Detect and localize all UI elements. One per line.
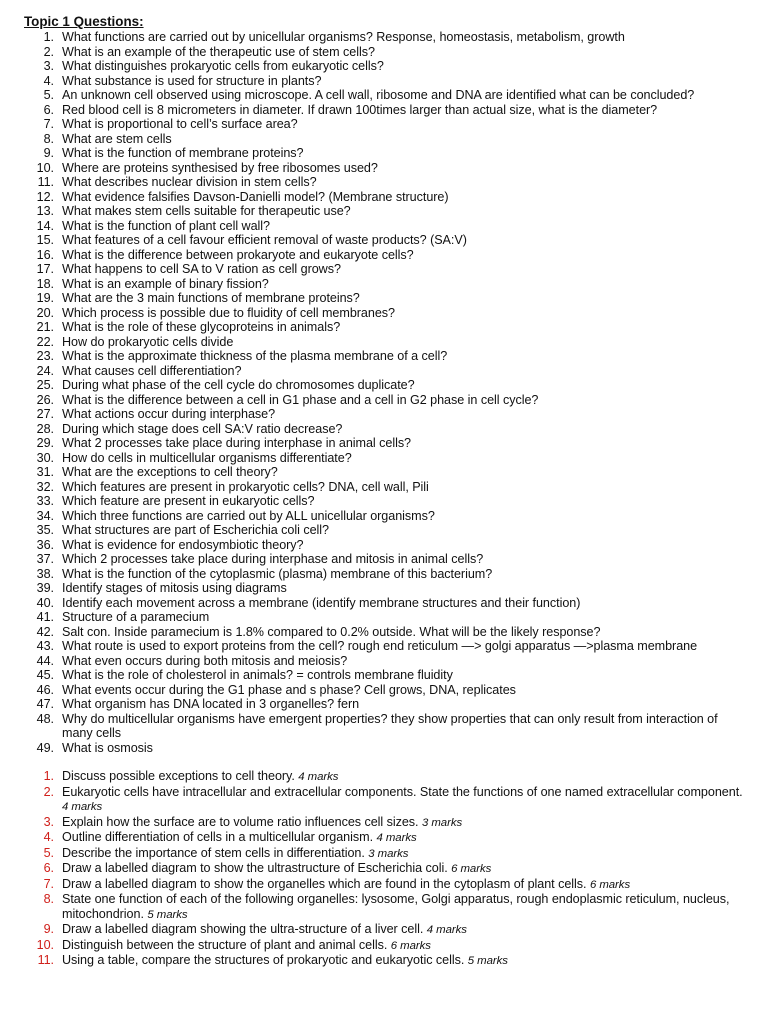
question-text: What is the difference between prokaryote and eukaryote cells? xyxy=(62,247,414,262)
exam-question-marks: 4 marks xyxy=(62,801,103,813)
question-text: What even occurs during both mitosis and meiosis? xyxy=(62,653,348,668)
question-item xyxy=(24,59,748,74)
exam-question-marks: 3 marks xyxy=(421,816,463,829)
question-text: Red blood cell is 8 micrometers in diameter. If drawn 100times larger than actual size, what is the diameter? xyxy=(62,102,658,117)
exam-question-item xyxy=(24,953,748,969)
question-text: What are the exceptions to cell theory? xyxy=(62,465,278,479)
question-text: Which feature are present in eukaryotic cells? xyxy=(62,494,315,508)
exam-question-body xyxy=(62,846,748,862)
question-text: Where are proteins synthesised by free ribosomes used? xyxy=(62,160,378,175)
question-item xyxy=(24,117,748,132)
question-text: Which 2 processes take place during interphase and mitosis in animal cells? xyxy=(62,552,484,566)
exam-question-number: 9. xyxy=(43,922,54,936)
question-text: What is the approximate thickness of the plasma membrane of a cell? xyxy=(62,349,448,363)
question-item xyxy=(24,378,748,393)
question-number: 14. xyxy=(36,218,54,233)
exam-question-text: Outline differentiation of cells in a multicellular organism. xyxy=(62,830,377,844)
question-item xyxy=(24,204,748,219)
question-text: What is the role of cholesterol in animals? = controls membrane fluidity xyxy=(62,668,453,682)
question-number: 19. xyxy=(36,291,54,305)
question-text: Salt con. Inside paramecium is 1.8% compared to 0.2% outside. What will be the likely response? xyxy=(62,624,601,639)
exam-question-text: Explain how the surface are to volume ratio influences cell sizes. xyxy=(62,814,422,829)
questions-list xyxy=(24,30,748,755)
exam-question-marks: 6 marks xyxy=(390,939,431,952)
question-number: 29. xyxy=(36,436,54,450)
question-number: 47. xyxy=(36,697,54,711)
question-item xyxy=(24,335,748,350)
question-text: Structure of a paramecium xyxy=(62,610,210,624)
exam-question-body xyxy=(62,938,748,954)
question-number: 39. xyxy=(36,581,54,595)
question-number: 6. xyxy=(43,102,54,117)
question-item xyxy=(24,291,748,306)
exam-question-body xyxy=(62,892,748,922)
question-number: 21. xyxy=(36,320,54,334)
question-number: 33. xyxy=(36,494,54,508)
question-number: 36. xyxy=(36,537,54,552)
question-text: What actions occur during interphase? xyxy=(62,407,276,421)
question-item xyxy=(24,146,748,161)
question-text: What makes stem cells suitable for therapeutic use? xyxy=(62,204,351,218)
question-item xyxy=(24,349,748,364)
question-text: How do cells in multicellular organisms differentiate? xyxy=(62,450,352,465)
question-item xyxy=(24,436,748,451)
question-text: What events occur during the G1 phase and s phase? Cell grows, DNA, replicates xyxy=(62,682,516,697)
question-item xyxy=(24,712,748,741)
question-item xyxy=(24,393,748,408)
question-text: What features of a cell favour efficient removal of waste products? (SA:V) xyxy=(62,233,467,247)
question-number: 43. xyxy=(36,639,54,653)
question-number: 3. xyxy=(43,59,54,73)
question-item xyxy=(24,552,748,567)
question-number: 28. xyxy=(36,421,54,436)
question-item xyxy=(24,610,748,625)
exam-question-item xyxy=(24,861,748,877)
exam-question-item xyxy=(24,785,748,815)
exam-question-marks: 4 marks xyxy=(298,771,339,783)
question-number: 16. xyxy=(36,247,54,262)
question-item xyxy=(24,103,748,118)
question-item xyxy=(24,509,748,524)
exam-question-item xyxy=(24,846,748,862)
question-text: What is the difference between a cell in G1 phase and a cell in G2 phase in cell cycle? xyxy=(62,392,539,407)
exam-question-text: Draw a labelled diagram showing the ultra-structure of a liver cell. xyxy=(62,922,427,936)
question-item xyxy=(24,596,748,611)
exam-question-body xyxy=(62,877,748,893)
question-number: 10. xyxy=(36,160,54,175)
question-item xyxy=(24,422,748,437)
question-item xyxy=(24,480,748,495)
exam-question-item xyxy=(24,922,748,938)
question-number: 27. xyxy=(36,407,54,421)
question-text: What is osmosis xyxy=(62,740,153,755)
question-item xyxy=(24,320,748,335)
question-item xyxy=(24,248,748,263)
question-item xyxy=(24,161,748,176)
exam-question-body xyxy=(62,815,748,831)
exam-question-text: Describe the importance of stem cells in differentiation. xyxy=(62,845,369,860)
question-item xyxy=(24,523,748,538)
question-item xyxy=(24,581,748,596)
question-item xyxy=(24,277,748,292)
question-number: 35. xyxy=(36,523,54,537)
exam-question-number: 3. xyxy=(43,814,54,829)
question-number: 40. xyxy=(36,595,54,610)
question-number: 30. xyxy=(36,450,54,465)
exam-question-item xyxy=(24,877,748,893)
question-number: 46. xyxy=(36,682,54,697)
question-number: 49. xyxy=(36,740,54,755)
question-number: 24. xyxy=(36,363,54,378)
question-item xyxy=(24,132,748,147)
question-text: What substance is used for structure in plants? xyxy=(62,73,322,88)
question-number: 38. xyxy=(36,566,54,581)
question-item xyxy=(24,697,748,712)
exam-question-number: 5. xyxy=(43,845,54,860)
question-text: What describes nuclear division in stem cells? xyxy=(62,175,317,189)
question-text: What route is used to export proteins from the cell? rough end reticulum —> golgi apparatus —>plasma membrane xyxy=(62,639,698,653)
question-item xyxy=(24,654,748,669)
exam-question-marks: 6 marks xyxy=(451,863,492,875)
exam-question-item xyxy=(24,830,748,846)
question-item xyxy=(24,494,748,509)
exam-question-number: 7. xyxy=(43,876,54,891)
question-item xyxy=(24,407,748,422)
exam-question-item xyxy=(24,938,748,954)
question-text: What is an example of binary fission? xyxy=(62,276,269,291)
question-number: 31. xyxy=(36,465,54,479)
exam-question-number: 8. xyxy=(43,892,54,906)
question-number: 13. xyxy=(36,204,54,218)
question-item xyxy=(24,88,748,103)
question-number: 37. xyxy=(36,552,54,566)
question-number: 8. xyxy=(43,131,54,146)
question-text: What 2 processes take place during interphase in animal cells? xyxy=(62,436,412,450)
question-text: What organism has DNA located in 3 organelles? fern xyxy=(62,697,360,711)
exam-question-marks: 5 marks xyxy=(467,955,508,967)
exam-question-body xyxy=(62,953,748,969)
question-number: 25. xyxy=(36,378,54,392)
question-number: 7. xyxy=(43,117,54,131)
question-item xyxy=(24,741,748,756)
exam-question-number: 10. xyxy=(36,937,54,952)
exam-question-body xyxy=(62,922,748,938)
exam-question-text: Discuss possible exceptions to cell theory. xyxy=(62,769,299,783)
question-item xyxy=(24,538,748,553)
question-number: 34. xyxy=(36,508,54,523)
exam-question-text: Distinguish between the structure of plant and animal cells. xyxy=(62,937,391,952)
question-text: An unknown cell observed using microscope. A cell wall, ribosome and DNA are identified what can be concluded? xyxy=(62,88,695,102)
question-text: What is the function of plant cell wall? xyxy=(62,218,271,233)
question-text: During what phase of the cell cycle do chromosomes duplicate? xyxy=(62,378,415,392)
question-text: Which features are present in prokaryotic cells? DNA, cell wall, Pili xyxy=(62,479,429,494)
question-number: 44. xyxy=(36,653,54,668)
question-number: 12. xyxy=(36,189,54,204)
exam-question-body xyxy=(62,861,748,877)
question-item xyxy=(24,465,748,480)
exam-question-item xyxy=(24,815,748,831)
question-number: 48. xyxy=(36,711,54,726)
exam-question-marks: 4 marks xyxy=(376,832,417,844)
exam-question-marks: 4 marks xyxy=(426,924,467,936)
question-item xyxy=(24,683,748,698)
question-text: What are the 3 main functions of membrane proteins? xyxy=(62,291,360,305)
question-item xyxy=(24,451,748,466)
question-item xyxy=(24,639,748,654)
question-text: Why do multicellular organisms have emergent properties? they show properties that can only result from interaction of many cells xyxy=(62,711,722,740)
question-number: 41. xyxy=(36,610,54,624)
question-item xyxy=(24,74,748,89)
question-number: 22. xyxy=(36,334,54,349)
question-text: Identify stages of mitosis using diagrams xyxy=(62,581,287,595)
question-item xyxy=(24,567,748,582)
exam-question-number: 4. xyxy=(43,830,54,844)
question-text: What evidence falsifies Davson-Danielli model? (Membrane structure) xyxy=(62,189,449,204)
question-number: 45. xyxy=(36,668,54,682)
question-number: 4. xyxy=(43,73,54,88)
question-item xyxy=(24,30,748,45)
question-text: What are stem cells xyxy=(62,131,172,146)
question-number: 15. xyxy=(36,233,54,247)
question-text: During which stage does cell SA:V ratio decrease? xyxy=(62,421,343,436)
exam-question-body xyxy=(62,785,748,815)
question-number: 2. xyxy=(43,44,54,59)
question-item xyxy=(24,190,748,205)
question-text: What is an example of the therapeutic use of stem cells? xyxy=(62,44,375,59)
question-number: 17. xyxy=(36,262,54,276)
question-item xyxy=(24,233,748,248)
exam-question-body xyxy=(62,830,748,846)
exam-question-text: Draw a labelled diagram to show the ultrastructure of Escherichia coli. xyxy=(62,861,452,875)
question-item xyxy=(24,262,748,277)
question-text: What is the role of these glycoproteins in animals? xyxy=(62,320,341,334)
question-number: 26. xyxy=(36,392,54,407)
question-text: What causes cell differentiation? xyxy=(62,363,242,378)
question-text: What is evidence for endosymbiotic theory? xyxy=(62,537,304,552)
question-item xyxy=(24,306,748,321)
question-text: What happens to cell SA to V ration as cell grows? xyxy=(62,262,341,276)
exam-question-text: State one function of each of the following organelles: lysosome, Golgi apparatus, rough endoplasmic reticulum, nucleus, mitochondrion. xyxy=(62,892,733,921)
question-text: What structures are part of Escherichia coli cell? xyxy=(62,523,329,537)
question-item xyxy=(24,175,748,190)
exam-question-number: 6. xyxy=(43,861,54,875)
question-text: What is proportional to cell’s surface area? xyxy=(62,117,298,131)
question-item xyxy=(24,668,748,683)
question-number: 32. xyxy=(36,479,54,494)
question-item xyxy=(24,364,748,379)
exam-question-number: 11. xyxy=(37,953,54,967)
exam-questions-list xyxy=(24,769,748,969)
question-number: 42. xyxy=(36,624,54,639)
question-number: 20. xyxy=(36,305,54,320)
question-number: 9. xyxy=(43,146,54,160)
page-title: Topic 1 Questions: xyxy=(24,14,144,29)
exam-question-text: Using a table, compare the structures of prokaryotic and eukaryotic cells. xyxy=(62,953,468,967)
question-text: Identify each movement across a membrane (identify membrane structures and their function) xyxy=(62,595,581,610)
exam-question-marks: 5 marks xyxy=(147,908,188,921)
exam-question-item xyxy=(24,892,748,922)
section-gap xyxy=(24,755,748,769)
exam-question-text: Eukaryotic cells have intracellular and extracellular components. State the functions of one named extracellular component. xyxy=(62,784,747,799)
question-text: What distinguishes prokaryotic cells from eukaryotic cells? xyxy=(62,59,384,73)
question-number: 1. xyxy=(43,30,54,44)
question-number: 11. xyxy=(37,175,54,189)
question-text: What functions are carried out by unicellular organisms? Response, homeostasis, metabolism, growth xyxy=(62,30,625,44)
exam-question-body xyxy=(62,769,748,785)
question-text: What is the function of membrane proteins? xyxy=(62,146,304,160)
question-text: What is the function of the cytoplasmic (plasma) membrane of this bacterium? xyxy=(62,566,493,581)
question-number: 18. xyxy=(36,276,54,291)
question-number: 5. xyxy=(43,88,54,102)
question-number: 23. xyxy=(36,349,54,363)
question-text: Which three functions are carried out by ALL unicellular organisms? xyxy=(62,508,435,523)
question-text: How do prokaryotic cells divide xyxy=(62,334,234,349)
exam-question-marks: 6 marks xyxy=(589,878,631,891)
question-item xyxy=(24,45,748,60)
question-item xyxy=(24,219,748,234)
exam-question-number: 1. xyxy=(43,769,54,783)
exam-question-text: Draw a labelled diagram to show the organelles which are found in the cytoplasm of plant cells. xyxy=(62,876,590,891)
exam-question-number: 2. xyxy=(43,784,54,799)
question-item xyxy=(24,625,748,640)
exam-question-item xyxy=(24,769,748,785)
question-text: Which process is possible due to fluidity of cell membranes? xyxy=(62,305,395,320)
exam-question-marks: 3 marks xyxy=(368,847,409,860)
